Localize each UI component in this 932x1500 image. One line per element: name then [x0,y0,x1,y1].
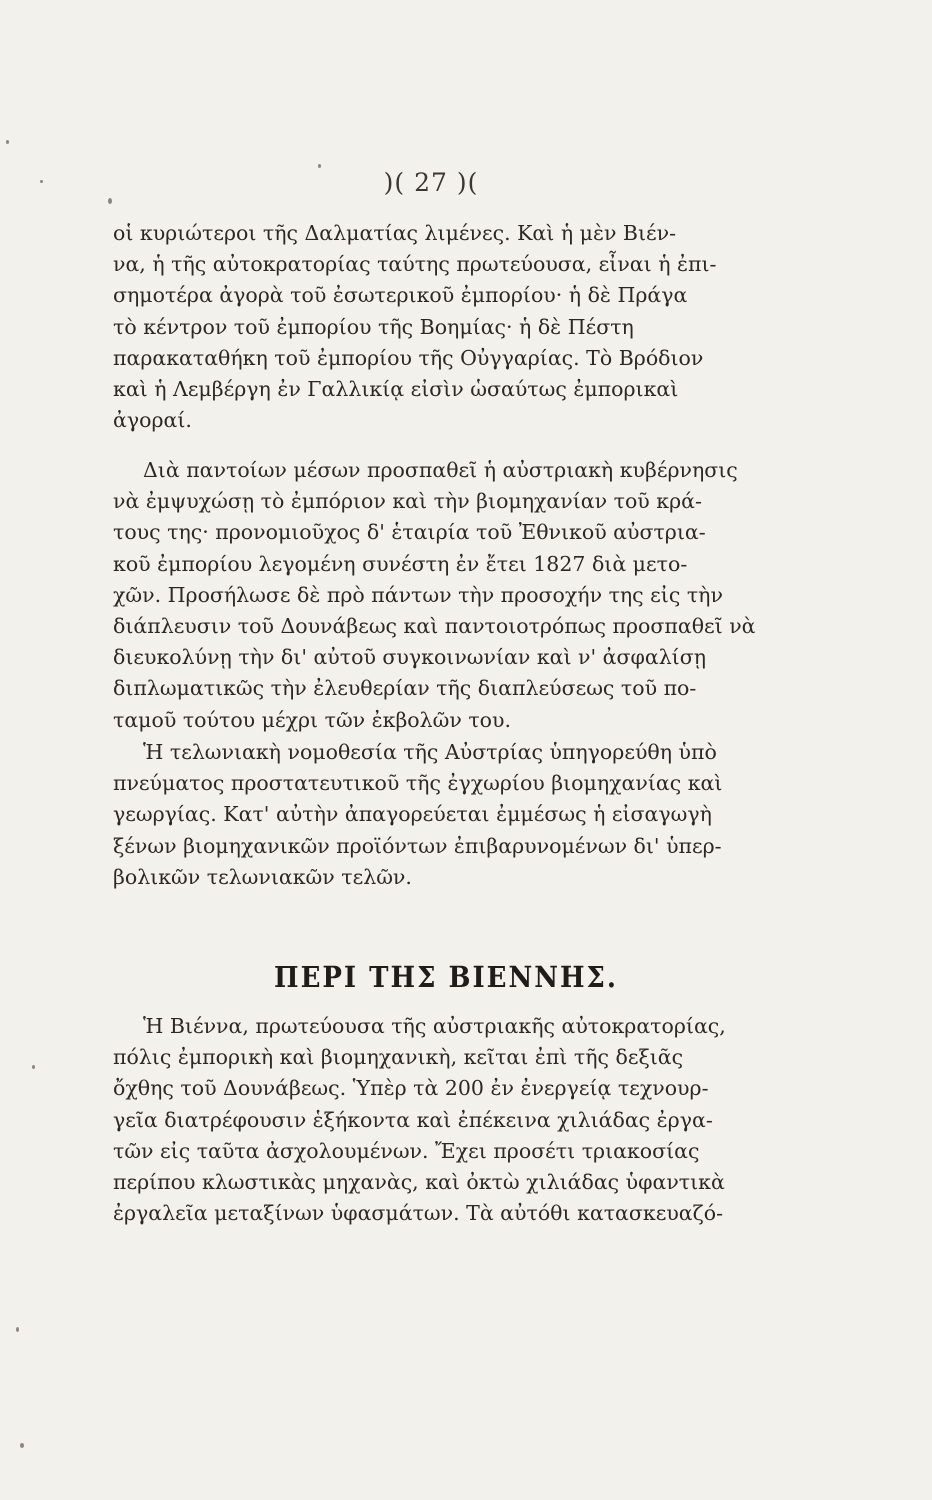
text-line: γεωργίας. Κατ' αὐτὴν ἀπαγορεύεται ἐμμέσως ἡ εἰσαγωγὴ [113,802,712,827]
paper-speck [6,140,9,144]
text-line: ὄχθης τοῦ Δουνάβεως. Ὑπὲρ τὰ 200 ἐν ἐνεργείᾳ τεχνουρ- [113,1076,709,1101]
text-line: πόλις ἐμπορικὴ καὶ βιομηχανικὴ, κεῖται ἐπὶ τῆς δεξιᾶς [113,1045,684,1070]
text-line: ἐργαλεῖα μεταξίνων ὑφασμάτων. Τὰ αὐτόθι κατασκευαζό- [113,1201,724,1226]
text-line: περίπου κλωστικὰς μηχανὰς, καὶ ὀκτὼ χιλιάδας ὑφαντικὰ [113,1169,725,1194]
section-heading [0,963,932,993]
text-line: διευκολύνῃ τὴν δι' αὐτοῦ συγκοινωνίαν καὶ ν' ἀσφαλίσῃ [113,645,706,670]
paragraph-vienna [113,1011,726,1229]
text-line: καὶ ἡ Λεμβέργη ἐν Γαλλικίᾳ εἰσὶν ὡσαύτως ἐμπορικαὶ [113,376,679,401]
text-line: Ἡ Βιέννα, πρωτεύουσα τῆς αὐστριακῆς αὐτοκρατορίας, [143,1014,726,1038]
text-line: σημοτέρα ἀγορὰ τοῦ ἐσωτερικοῦ ἐμπορίου· ἡ δὲ Πράγα [113,283,688,308]
paper-speck [108,198,112,204]
paper-speck [16,1327,19,1332]
text-line: κοῦ ἐμπορίου λεγομένη συνέστη ἐν ἔτει 1827 διὰ μετο- [113,551,688,576]
text-line: τῶν εἰς ταῦτα ἀσχολουμένων. Ἔχει προσέτι τριακοσίας [113,1138,700,1163]
text-line: πνεύματος προστατευτικοῦ τῆς ἐγχωρίου βιομηχανίας καὶ [113,771,723,796]
text-line: τὸ κέντρον τοῦ ἐμπορίου τῆς Βοημίας· ἡ δὲ Πέστη [113,314,634,339]
paper-speck [20,1443,24,1448]
text-line: Ἡ τελωνιακὴ νομοθεσία τῆς Αὐστρίας ὑπηγορεύθη ὑπὸ [143,740,717,764]
text-line: παρακαταθήκη τοῦ ἐμπορίου τῆς Οὐγγαρίας. Τὸ Βρόδιον [113,345,704,370]
text-line: Διὰ παντοίων μέσων προσπαθεῖ ἡ αὐστριακὴ κυβέρνησις [143,458,738,482]
text-line: γεῖα διατρέφουσιν ἑξήκοντα καὶ ἐπέκεινα χιλιάδας ἐργα- [113,1107,713,1132]
text-line: ἀγοραί. [113,408,192,433]
text-line: διπλωματικῶς τὴν ἐλευθερίαν τῆς διαπλεύσεως τοῦ πο- [113,676,697,701]
section-heading-text: ΠΕΡΙ ΤΗΣ ΒΙΕΝΝΗΣ. [274,961,618,995]
paragraph-dalmatia-ports [113,218,717,436]
text-line: τους της· προνομιοῦχος δ' ἑταιρία τοῦ Ἐθνικοῦ αὐστρια- [113,520,706,545]
text-line: ταμοῦ τούτου μέχρι τῶν ἐκβολῶν του. [113,707,511,732]
paper-speck [318,164,321,168]
paragraph-government-commerce [113,455,756,736]
page-number [0,168,932,197]
text-line: νὰ ἐμψυχώσῃ τὸ ἐμπόριον καὶ τὴν βιομηχανίαν τοῦ κρά- [113,489,702,514]
text-line: οἱ κυριώτεροι τῆς Δαλματίας λιμένες. Καὶ ἡ μὲν Βιέν- [113,221,677,245]
paragraph-customs-legislation [113,737,723,893]
text-line: διάπλευσιν τοῦ Δουνάβεως καὶ παντοιοτρόπως προσπαθεῖ νὰ [113,613,756,638]
page-number-text: )( 27 )( [383,168,479,197]
paper-speck [32,1065,35,1069]
paper-speck [40,180,43,183]
text-line: να, ἡ τῆς αὐτοκρατορίας ταύτης πρωτεύουσα, εἶναι ἡ ἐπι- [113,252,717,277]
text-line: χῶν. Προσήλωσε δὲ πρὸ πάντων τὴν προσοχήν της εἰς τὴν [113,582,723,607]
text-line: ξένων βιομηχανικῶν προϊόντων ἐπιβαρυνομένων δι' ὑπερ- [113,833,722,858]
text-line: βολικῶν τελωνιακῶν τελῶν. [113,864,412,889]
